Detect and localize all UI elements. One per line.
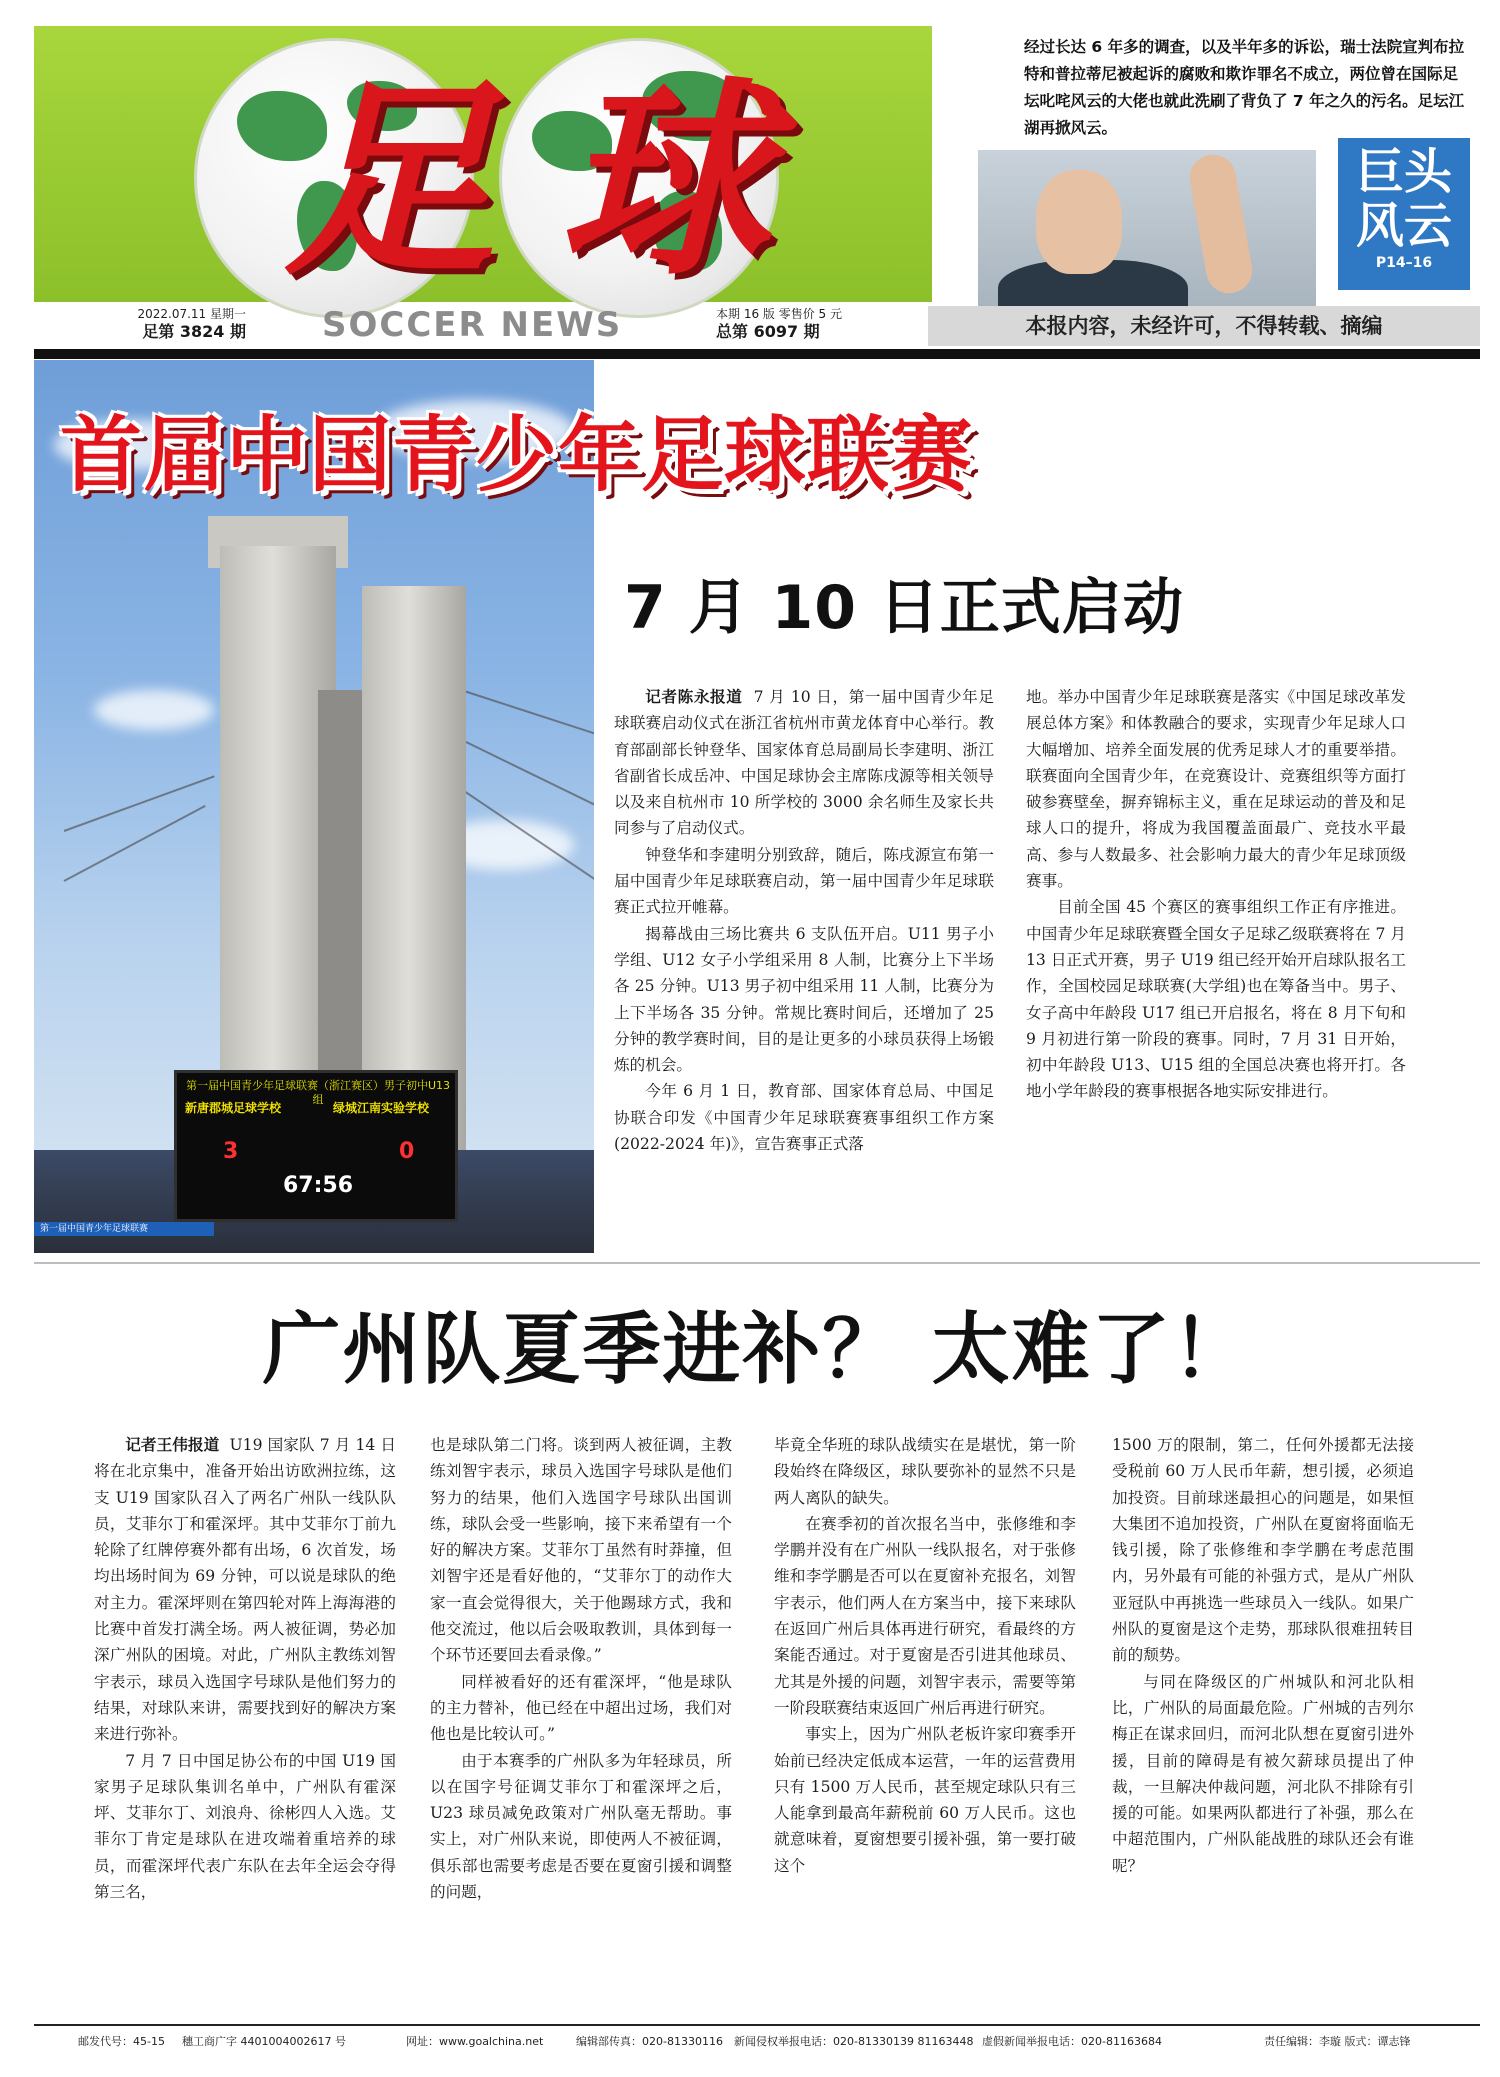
footer-editorial-fax: 编辑部传真：020-81330116: [576, 2035, 723, 2048]
footer-ad-license: 穗工商广字 4401004002617 号: [182, 2035, 346, 2048]
divider-bottom: [34, 2024, 1480, 2026]
lead-teaser-badge[interactable]: [1338, 138, 1470, 290]
badge-pages: P14–16: [1375, 255, 1433, 271]
story1-subheadline: 7 月 10 日正式启动: [624, 573, 1184, 643]
story2-paragraph: 与同在降级区的广州城队和河北队相比，广州队的局面最危险。广州城的吉列尔梅正在谋求回归，而河北队想在夏窗引进外援，目前的障碍是有被欠薪球员提出了仲裁，一旦解决仲裁问题，河北队不排除有引援的可能。如果两队都进行了补强，那么在中超范围内，广州队能战胜的球队还会有谁呢？: [1112, 1672, 1414, 1875]
story2-paragraph: 7 月 7 日中国足协公布的中国 U19 国家男子足球队集训名单中，广州队有霍深坪、艾菲尔丁、刘浪舟、徐彬四人入选。艾菲尔丁肯定是球队在进攻端着重培养的球员，而霍深坪代表广东队在去年全运会夺得第三名，: [94, 1751, 396, 1902]
story2-paragraph: 由于本赛季的广州队多为年轻球员，所以在国字号征调艾菲尔丁和霍深坪之后，U23 球员减免政策对广州队毫无帮助。事实上，对广州队来说，即使两人不被征调，俱乐部也需要考虑是否要在夏窗引援和调整的问题，: [430, 1751, 732, 1902]
scoreboard-clock: 67:56: [282, 1173, 354, 1198]
story1-column-2: [1026, 684, 1406, 1105]
story1-byline: 记者陈永报道: [645, 688, 743, 706]
masthead-title-char-2: 球: [559, 57, 770, 304]
footer-editors: 责任编辑：李璇 版式：谭志锋: [1264, 2035, 1411, 2048]
story2-paragraph: 毕竟全华班的球队战绩实在是堪忧，第一阶段始终在降级区，球队要弥补的显然不只是两人离队的缺失。: [774, 1436, 1076, 1507]
lead-teaser-photo: [978, 150, 1316, 308]
pages-price: 本期 16 版 零售价 5 元: [716, 307, 842, 321]
story2-paragraph: 1500 万的限制，第二，任何外援都无法接受税前 60 万人民币年薪，想引援，必须追加投资。目前球迷最担心的问题是，如果恒大集团不追加投资，广州队在夏窗将面临无钱引援，除了张修维和李学鹏在考虑范围内，另外最有可能的补强方式，是从广州队亚冠队中再挑选一些球员入一线队。如果广州队的夏窗是这个走势，那球队很难扭转目前的颓势。: [1112, 1436, 1414, 1665]
issue-date: 2022.07.11 星期一: [137, 307, 246, 321]
story1-paragraph: 钟登华和李建明分别致辞，随后，陈戌源宣布第一届中国青少年足球联赛启动，第一届中国青少年足球联赛正式拉开帷幕。: [614, 845, 994, 917]
story2-paragraph: 事实上，因为广州队老板许家印赛季开始前已经决定低成本运营，一年的运营费用只有 1500 万人民币，甚至规定球队只有三人能拿到最高年薪税前 60 万人民币。这也就意味着，夏窗想要引援补强，第一要打破这个: [774, 1725, 1076, 1875]
badge-line-2: 风云: [1355, 198, 1452, 254]
story1-paragraph: 揭幕战由三场比赛共 6 支队伍开启。U11 男子小学组、U12 女子小学组采用 8 人制，比赛分上下半场各 25 分钟。U13 男子初中组采用 11 人制，比赛分为上下半场各 35 分钟。常规比赛时间后，还增加了 25 分钟的教学赛时间，目的是让更多的小球员获得上场锻炼的机会。: [614, 924, 994, 1075]
story2-paragraph: 也是球队第二门将。谈到两人被征调，主教练刘智宇表示，球员入选国字号球队是他们努力的结果，他们入选国字号球队出国训练，球队会受一些影响，接下来希望有一个好的解决方案。艾菲尔丁虽然有时莽撞，但刘智宇还是看好他的，“艾菲尔丁的动作大家一直会觉得很大，关于他踢球方式，我和他交流过，他以后会吸取教训，具体到每一个环节还要回去看录像。”: [430, 1436, 732, 1665]
story2-column-2: [430, 1432, 732, 1905]
price-info: [716, 306, 842, 342]
scoreboard-away-score: 0: [399, 1139, 415, 1164]
lead-teaser-text: 经过长达 6 年多的调查，以及半年多的诉讼，瑞士法院宣判布拉特和普拉蒂尼被起诉的腐败和欺诈罪名不成立，两位曾在国际足坛叱咤风云的大佬也就此洗刷了背负了 7 年之久的污名。足坛江湖再掀风云。: [1024, 38, 1465, 137]
story1-paragraph: 记者陈永报道 7 月 10 日，第一届中国青少年足球联赛启动仪式在浙江省杭州市黄龙体育中心举行。教育部副部长钟登华、国家体育总局副局长李建明、浙江省副省长成岳冲、中国足球协会主席陈戌源等相关领导以及来自杭州市 10 所学校的 3000 余名师生及家长共同参与了启动仪式。: [614, 688, 994, 838]
story2-paragraph: 同样被看好的还有霍深坪，“他是球队的主力替补，他已经在中超出过场，我们对他也是比较认可。”: [430, 1672, 732, 1744]
footer-fake-news-hotline: 虚假新闻举报电话：020-81163684: [982, 2035, 1162, 2048]
badge-line-1: 巨头: [1355, 144, 1452, 200]
scoreboard: [174, 1070, 458, 1222]
masthead: [34, 26, 932, 302]
story2-headline[interactable]: 广州队夏季进补？ 太难了！: [262, 1305, 1252, 1395]
footer-postal-code: 邮发代号：45-15: [78, 2035, 165, 2048]
footer-infringement-hotline: 新闻侵权举报电话：020-81330139 81163448: [734, 2035, 974, 2048]
footer-website-link[interactable]: 网址：www.goalchina.net: [406, 2035, 544, 2048]
stadium-banner: 第一届中国青少年足球联赛: [34, 1222, 214, 1236]
story1-paragraph: 目前全国 45 个赛区的赛事组织工作正有序推进。中国青少年足球联赛暨全国女子足球乙级联赛将在 7 月 13 日正式开赛，男子 U19 组已经开始开启球队报名工作，全国校园足球联赛(大学组)也在筹备当中。男子、女子高中年龄段 U17 组已开启报名，将在 8 月下旬和 9 月初进行第一阶段的赛事。同时，7 月 31 日开始，初中年龄段 U13、U15 组的全国总决赛也将开打。各地小学年龄段的赛事根据各地实际安排进行。: [1026, 898, 1406, 1101]
copyright-notice: 本报内容，未经许可，不得转载、摘编: [928, 306, 1480, 346]
scoreboard-home-team: 新唐郡城足球学校: [185, 1101, 282, 1115]
issue-info: [96, 306, 246, 342]
masthead-title-char-1: 足: [284, 57, 495, 304]
story2-column-1: [94, 1432, 396, 1905]
total-issue: 总第 6097 期: [716, 322, 820, 341]
story2-paragraph: 在赛季初的首次报名当中，张修维和李学鹏并没有在广州队一线队报名，对于张修维和李学鹏是否可以在夏窗补充报名，刘智宇表示，他们两人在方案当中，接下来球队在返回广州后具体再进行研究，看最终的方案能否通过。对于夏窗是否引进其他球员、尤其是外援的问题，刘智宇表示，需要等第一阶段联赛结束返回广州后再进行研究。: [774, 1514, 1076, 1717]
story1-column-1: [614, 684, 994, 1157]
scoreboard-title: 第一届中国青少年足球联赛（浙江赛区）男子初中U13组: [185, 1079, 451, 1106]
story2-byline: 记者王伟报道: [125, 1436, 220, 1454]
divider-top: [34, 349, 1480, 359]
lead-teaser[interactable]: [958, 26, 1478, 300]
divider-middle: [34, 1262, 1480, 1264]
brand-name: SOCCER NEWS: [322, 305, 623, 345]
story2-column-4: [1112, 1432, 1414, 1879]
footer: [34, 2030, 1480, 2054]
story1-paragraph: 地。举办中国青少年足球联赛是落实《中国足球改革发展总体方案》和体教融合的要求，实现青少年足球人口大幅增加、培养全面发展的优秀足球人才的重要举措。联赛面向全国青少年，在竞赛设计、竞赛组织等方面打破参赛壁垒，摒弃锦标主义，重在足球运动的普及和足球人口的提升，将成为我国覆盖面最广、竞技水平最高、参与人数最多、社会影响力最大的青少年足球顶级赛事。: [1026, 688, 1406, 891]
story2-column-3: [774, 1432, 1076, 1879]
scoreboard-away-team: 绿城江南实验学校: [333, 1101, 430, 1115]
story1-paragraph: 今年 6 月 1 日，教育部、国家体育总局、中国足协联合印发《中国青少年足球联赛赛事组织工作方案(2022-2024 年)》，宣告赛事正式落: [614, 1082, 994, 1154]
story1-headline[interactable]: 首届中国青少年足球联赛: [60, 408, 974, 503]
scoreboard-home-score: 3: [223, 1139, 239, 1164]
issue-number: 足第 3824 期: [142, 322, 246, 341]
story2-paragraph: 记者王伟报道 U19 国家队 7 月 14 日将在北京集中，准备开始出访欧洲拉练，这支 U19 国家队召入了两名广州队一线队队员，艾菲尔丁和霍深坪。其中艾菲尔丁前九轮除了红牌停赛外都有出场，6 次首发，场均出场时间为 69 分钟，可以说是球队的绝对主力。霍深坪则在第四轮对阵上海海港的比赛中首发打满全场。两人被征调，势必加深广州队的困境。对此，广州队主教练刘智宇表示，球员入选国字号球队是他们努力的结果，对球队来讲，需要找到好的解决方案来进行弥补。: [94, 1436, 396, 1744]
